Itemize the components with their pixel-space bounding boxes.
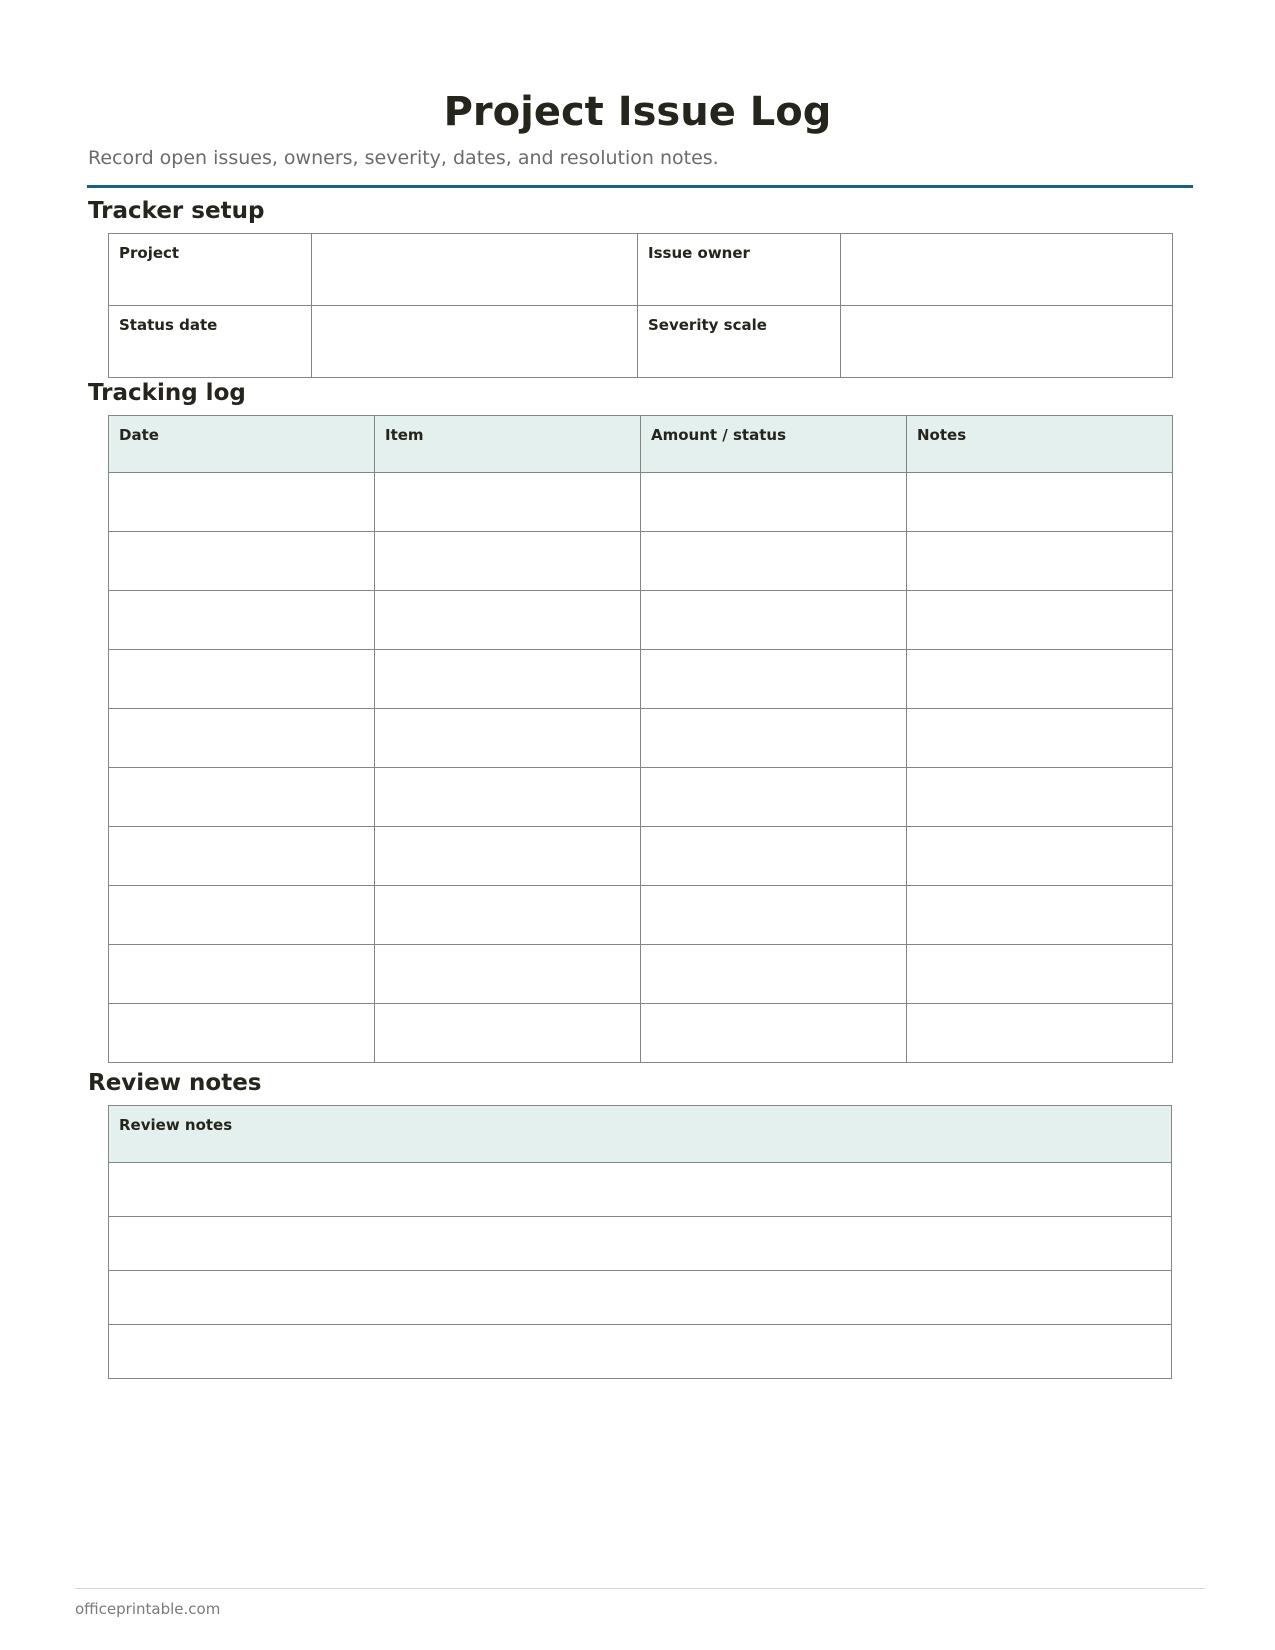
amount-status-cell[interactable]	[641, 650, 907, 709]
tracker-setup-table	[108, 233, 1173, 378]
review-note-cell[interactable]	[109, 1271, 1172, 1325]
item-cell[interactable]	[375, 886, 641, 945]
severity-scale-field[interactable]	[841, 306, 1173, 378]
notes-cell[interactable]	[907, 768, 1173, 827]
review-note-cell[interactable]	[109, 1325, 1172, 1379]
item-cell[interactable]	[375, 650, 641, 709]
column-header-review-notes: Review notes	[109, 1106, 1172, 1163]
date-cell[interactable]	[109, 650, 375, 709]
table-row	[109, 1217, 1172, 1271]
table-row	[109, 886, 1173, 945]
amount-status-cell[interactable]	[641, 827, 907, 886]
notes-cell[interactable]	[907, 1004, 1173, 1063]
notes-cell[interactable]	[907, 945, 1173, 1004]
severity-scale-label: Severity scale	[638, 306, 841, 378]
review-note-cell[interactable]	[109, 1163, 1172, 1217]
notes-cell[interactable]	[907, 591, 1173, 650]
column-header-amount-status: Amount / status	[641, 416, 907, 473]
review-notes-header-row	[109, 1106, 1172, 1163]
column-header-item: Item	[375, 416, 641, 473]
column-header-notes: Notes	[907, 416, 1173, 473]
table-row	[109, 768, 1173, 827]
table-row	[109, 473, 1173, 532]
table-row	[109, 709, 1173, 768]
amount-status-cell[interactable]	[641, 473, 907, 532]
item-cell[interactable]	[375, 768, 641, 827]
status-date-label: Status date	[109, 306, 312, 378]
table-row	[109, 591, 1173, 650]
date-cell[interactable]	[109, 1004, 375, 1063]
amount-status-cell[interactable]	[641, 591, 907, 650]
date-cell[interactable]	[109, 886, 375, 945]
date-cell[interactable]	[109, 591, 375, 650]
item-cell[interactable]	[375, 1004, 641, 1063]
table-row	[109, 532, 1173, 591]
notes-cell[interactable]	[907, 886, 1173, 945]
title-divider	[87, 185, 1193, 188]
date-cell[interactable]	[109, 473, 375, 532]
project-field[interactable]	[312, 234, 638, 306]
issue-owner-field[interactable]	[841, 234, 1173, 306]
amount-status-cell[interactable]	[641, 886, 907, 945]
status-date-field[interactable]	[312, 306, 638, 378]
review-notes-table	[108, 1105, 1172, 1379]
date-cell[interactable]	[109, 709, 375, 768]
date-cell[interactable]	[109, 532, 375, 591]
footer-divider	[75, 1588, 1205, 1589]
column-header-date: Date	[109, 416, 375, 473]
notes-cell[interactable]	[907, 827, 1173, 886]
notes-cell[interactable]	[907, 709, 1173, 768]
item-cell[interactable]	[375, 827, 641, 886]
table-row	[109, 827, 1173, 886]
page-title: Project Issue Log	[443, 89, 832, 135]
page-subtitle: Record open issues, owners, severity, dates, and resolution notes.	[88, 147, 719, 169]
date-cell[interactable]	[109, 945, 375, 1004]
item-cell[interactable]	[375, 709, 641, 768]
footer-source: officeprintable.com	[75, 1600, 221, 1618]
item-cell[interactable]	[375, 945, 641, 1004]
amount-status-cell[interactable]	[641, 1004, 907, 1063]
amount-status-cell[interactable]	[641, 532, 907, 591]
review-notes-heading: Review notes	[88, 1070, 262, 1096]
review-note-cell[interactable]	[109, 1217, 1172, 1271]
table-row	[109, 1004, 1173, 1063]
tracker-setup-heading: Tracker setup	[88, 198, 265, 224]
setup-row	[109, 234, 1173, 306]
notes-cell[interactable]	[907, 473, 1173, 532]
tracking-log-heading: Tracking log	[88, 380, 246, 406]
tracking-log-header-row	[109, 416, 1173, 473]
item-cell[interactable]	[375, 473, 641, 532]
table-row	[109, 945, 1173, 1004]
notes-cell[interactable]	[907, 532, 1173, 591]
item-cell[interactable]	[375, 591, 641, 650]
notes-cell[interactable]	[907, 650, 1173, 709]
setup-row	[109, 306, 1173, 378]
table-row	[109, 1163, 1172, 1217]
table-row	[109, 1271, 1172, 1325]
tracking-log-table	[108, 415, 1173, 1063]
table-row	[109, 650, 1173, 709]
project-label: Project	[109, 234, 312, 306]
date-cell[interactable]	[109, 768, 375, 827]
item-cell[interactable]	[375, 532, 641, 591]
issue-owner-label: Issue owner	[638, 234, 841, 306]
date-cell[interactable]	[109, 827, 375, 886]
table-row	[109, 1325, 1172, 1379]
amount-status-cell[interactable]	[641, 709, 907, 768]
amount-status-cell[interactable]	[641, 768, 907, 827]
amount-status-cell[interactable]	[641, 945, 907, 1004]
